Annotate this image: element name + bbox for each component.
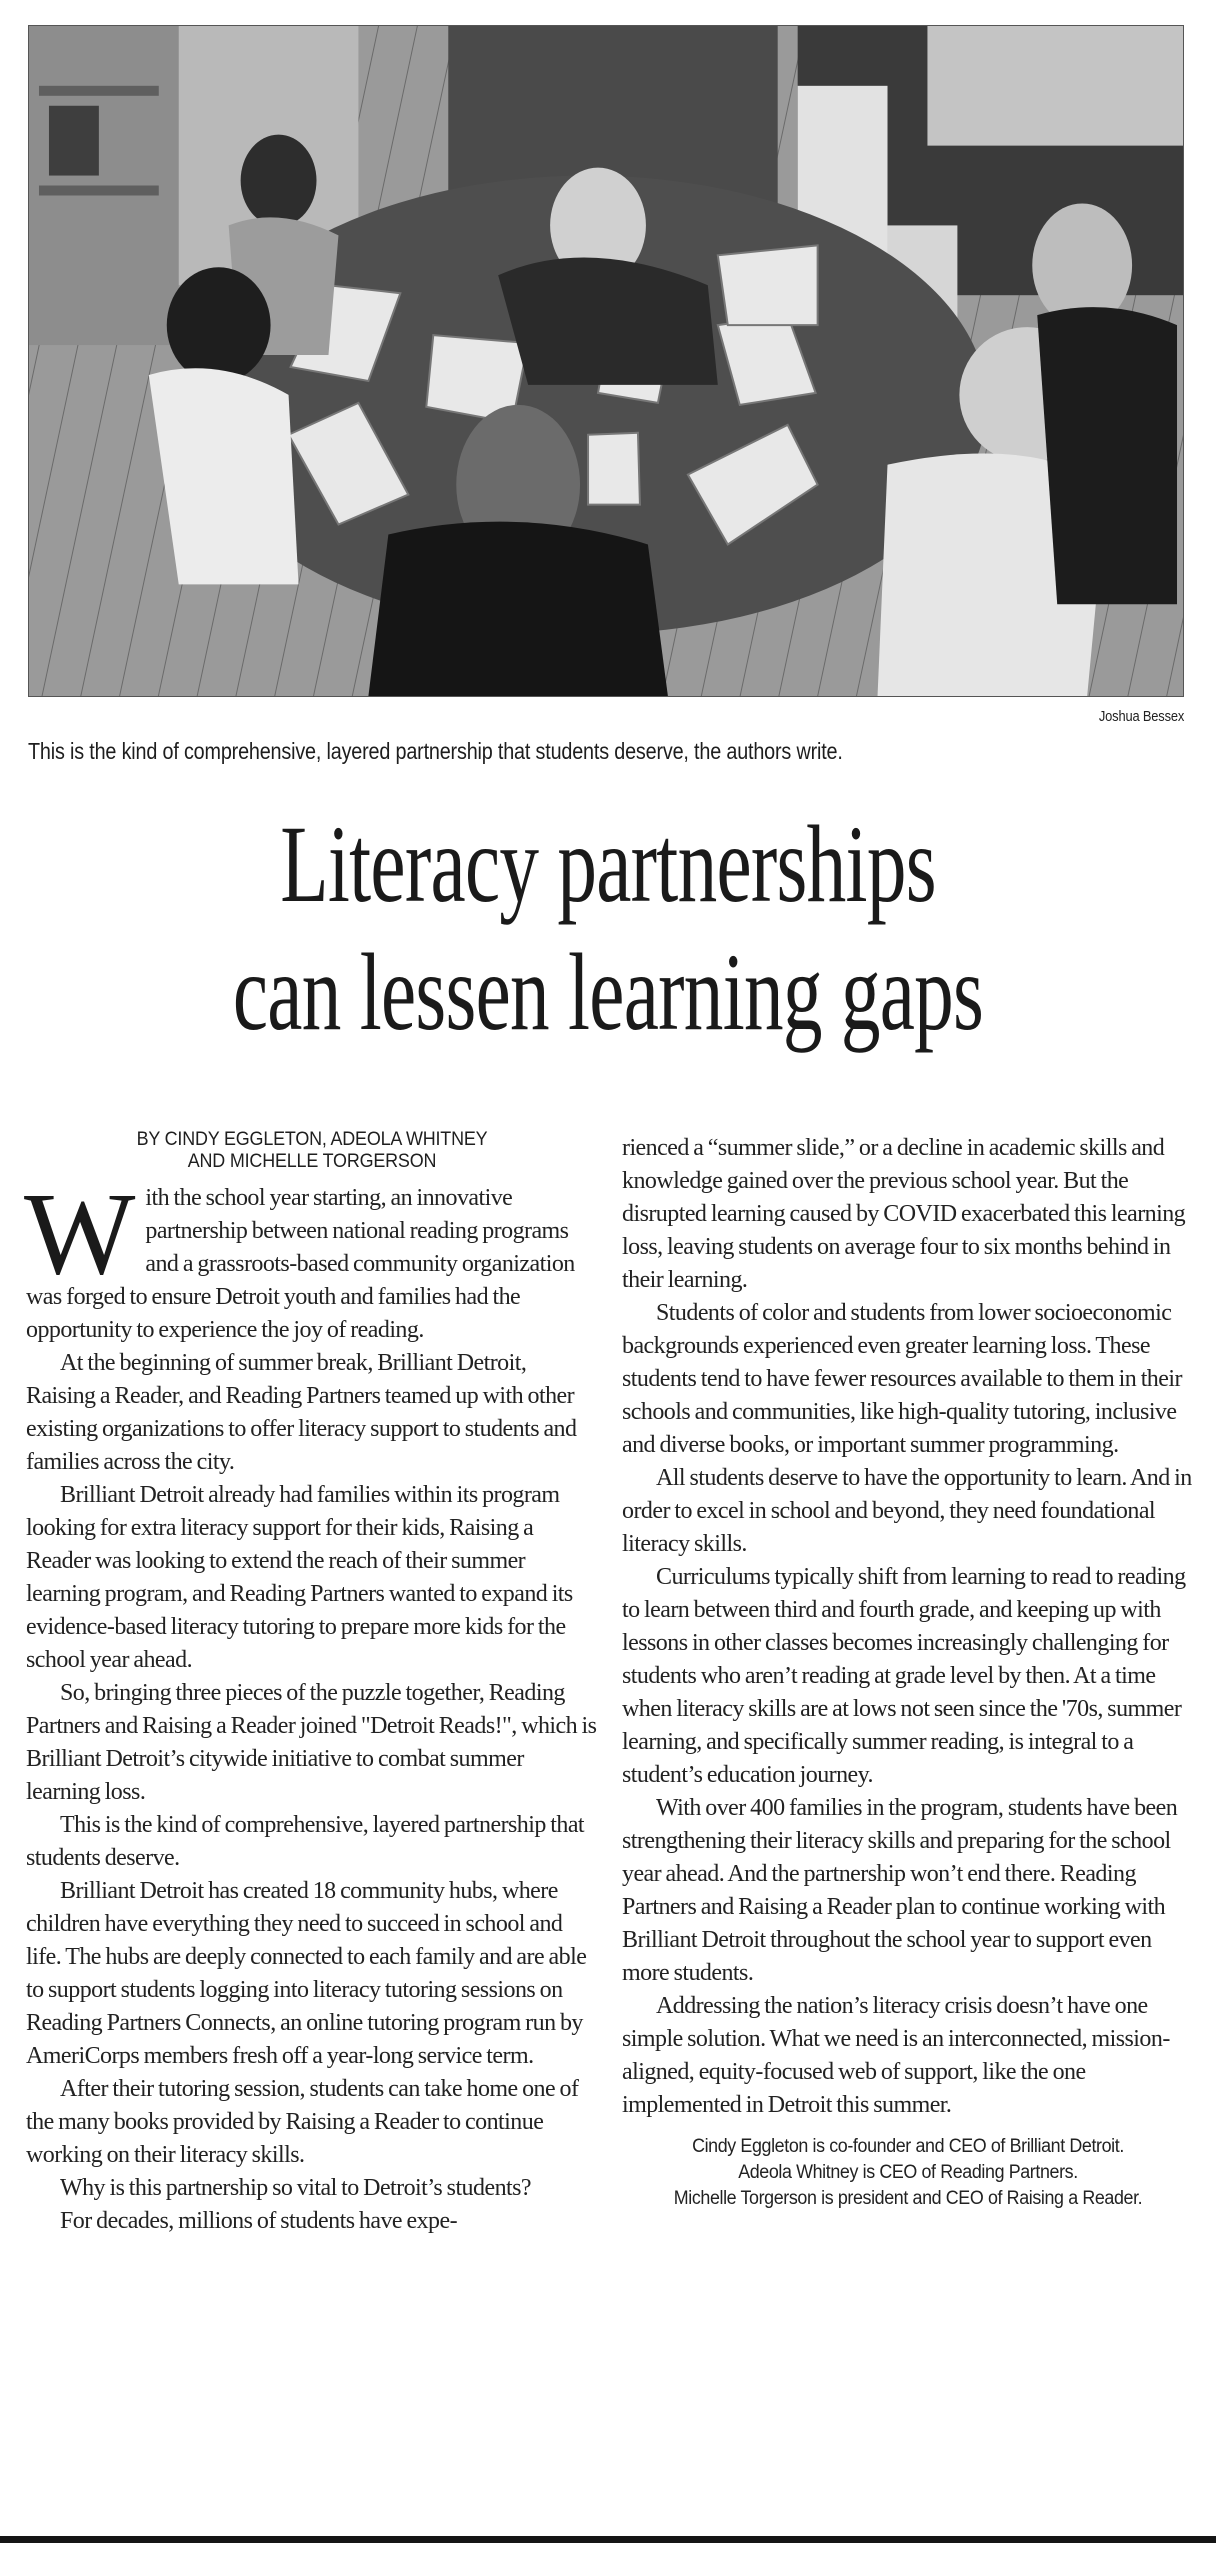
byline-line-2: AND MICHELLE TORGERSON <box>187 1150 437 1172</box>
paragraph <box>622 1990 1194 2122</box>
paragraph <box>622 1792 1194 1990</box>
paragraph-text: Why is this partnership so vital to Detroit’s students? <box>60 2175 532 2201</box>
author-bios <box>622 2134 1194 2212</box>
headline-line-2: can lessen learning gaps <box>232 931 984 1053</box>
paragraph-text: rienced a “summer slide,” or a decline in academic skills and knowledge gained over the previous school year. But the disrupted learning caused by COVID exacerbated this learning loss, leaving students on average four to six months behind in their learning. <box>622 1135 1186 1293</box>
paragraph-text: At the beginning of summer break, Brilliant Detroit, Raising a Reader, and Reading Partners teamed up with other existing organizations to offer literacy support to students and families across the city. <box>26 1350 577 1475</box>
paragraph-text: For decades, millions of students have expe- <box>60 2208 458 2234</box>
photo-credit: Joshua Bessex <box>1098 708 1184 725</box>
paragraph-text: Curriculums typically shift from learning to read to reading to learn between third and fourth grade, and keeping up with lessons in other classes becomes increasingly challenging for students who aren’t reading at grade level by then. At a time when literacy skills are at lows not seen since the '70s, summer learning, and specifically summer reading, is integral to a student’s education journey. <box>622 1564 1186 1788</box>
paragraph <box>622 1132 1194 1297</box>
paragraph <box>622 1462 1194 1561</box>
paragraph <box>622 1561 1194 1792</box>
paragraph <box>26 1347 598 1479</box>
author-bio: Cindy Eggleton is co-founder and CEO of Brilliant Detroit. <box>692 2136 1124 2157</box>
body-column-left <box>26 1128 598 2238</box>
body-column-right <box>622 1132 1194 2212</box>
paragraph-text: All students deserve to have the opportunity to learn. And in order to excel in school and beyond, they need foundational literacy skills. <box>622 1465 1192 1557</box>
paragraph <box>24 1168 598 1347</box>
author-bio: Michelle Torgerson is president and CEO of Raising a Reader. <box>673 2188 1143 2209</box>
paragraph <box>26 1479 598 1677</box>
paragraph-text: ith the school year starting, an innovative partnership between national reading programs and a grassroots-based community organization was forged to ensure Detroit youth and families had the opportunity to experience the joy of reading. <box>26 1185 575 1343</box>
paragraph <box>26 1809 598 1875</box>
paragraph-text: Brilliant Detroit already had families within its program looking for extra literacy support for their kids, Raising a Reader was looking to extend the reach of their summer learning program, and Reading Partners wanted to expand its evidence-based literacy tutoring to prepare more kids for the school year ahead. <box>26 1482 573 1673</box>
paragraph-text: This is the kind of comprehensive, layered partnership that students deserve. <box>26 1812 585 1871</box>
paragraph-text: With over 400 families in the program, students have been strengthening their literacy skills and preparing for the school year ahead. And the partnership won’t end there. Reading Partners and Raising a Reader plan to continue working with Brilliant Detroit throughout the school year to support even more students. <box>622 1795 1178 1986</box>
headline-line-1: Literacy partnerships <box>280 803 936 925</box>
bottom-rule <box>0 2536 1216 2543</box>
classroom-reading-photo <box>29 26 1183 696</box>
paragraph-text: After their tutoring session, students can take home one of the many books provided by Raising a Reader to continue working on their literacy skills. <box>26 2076 579 2168</box>
byline-line-1: BY CINDY EGGLETON, ADEOLA WHITNEY <box>136 1128 488 1150</box>
paragraph <box>26 1677 598 1809</box>
headline <box>0 800 1216 1056</box>
photo-caption: This is the kind of comprehensive, layered partnership that students deserve, the authors write. <box>28 738 843 764</box>
paragraph <box>26 2205 598 2238</box>
byline <box>49 1128 575 1172</box>
author-bio: Adeola Whitney is CEO of Reading Partners. <box>738 2162 1078 2183</box>
paragraph <box>26 1875 598 2073</box>
paragraph <box>26 2172 598 2205</box>
paragraph <box>26 2073 598 2172</box>
paragraph-text: Students of color and students from lower socioeconomic backgrounds experienced even greater learning loss. These students tend to have fewer resources available to them in their schools and communities, like high-quality tutoring, inclusive and diverse books, or important summer programming. <box>622 1300 1182 1458</box>
paragraph <box>622 1297 1194 1462</box>
paragraph-text: Addressing the nation’s literacy crisis doesn’t have one simple solution. What we need is an interconnected, mission-aligned, equity-focused web of support, like the one implemented in Detroit this summer. <box>622 1993 1170 2118</box>
paragraph-text: Brilliant Detroit has created 18 community hubs, where children have everything they need to succeed in school and life. The hubs are deeply connected to each family and are able to support students logging into literacy tutoring sessions on Reading Partners Connects, an online tutoring program run by AmeriCorps members fresh off a year-long service term. <box>26 1878 587 2069</box>
article-photo <box>28 25 1184 697</box>
drop-cap: W <box>24 1168 136 1299</box>
paragraph-text: So, bringing three pieces of the puzzle together, Reading Partners and Raising a Reader joined "Detroit Reads!", which is Brilliant Detroit’s citywide initiative to combat summer learning loss. <box>26 1680 597 1805</box>
